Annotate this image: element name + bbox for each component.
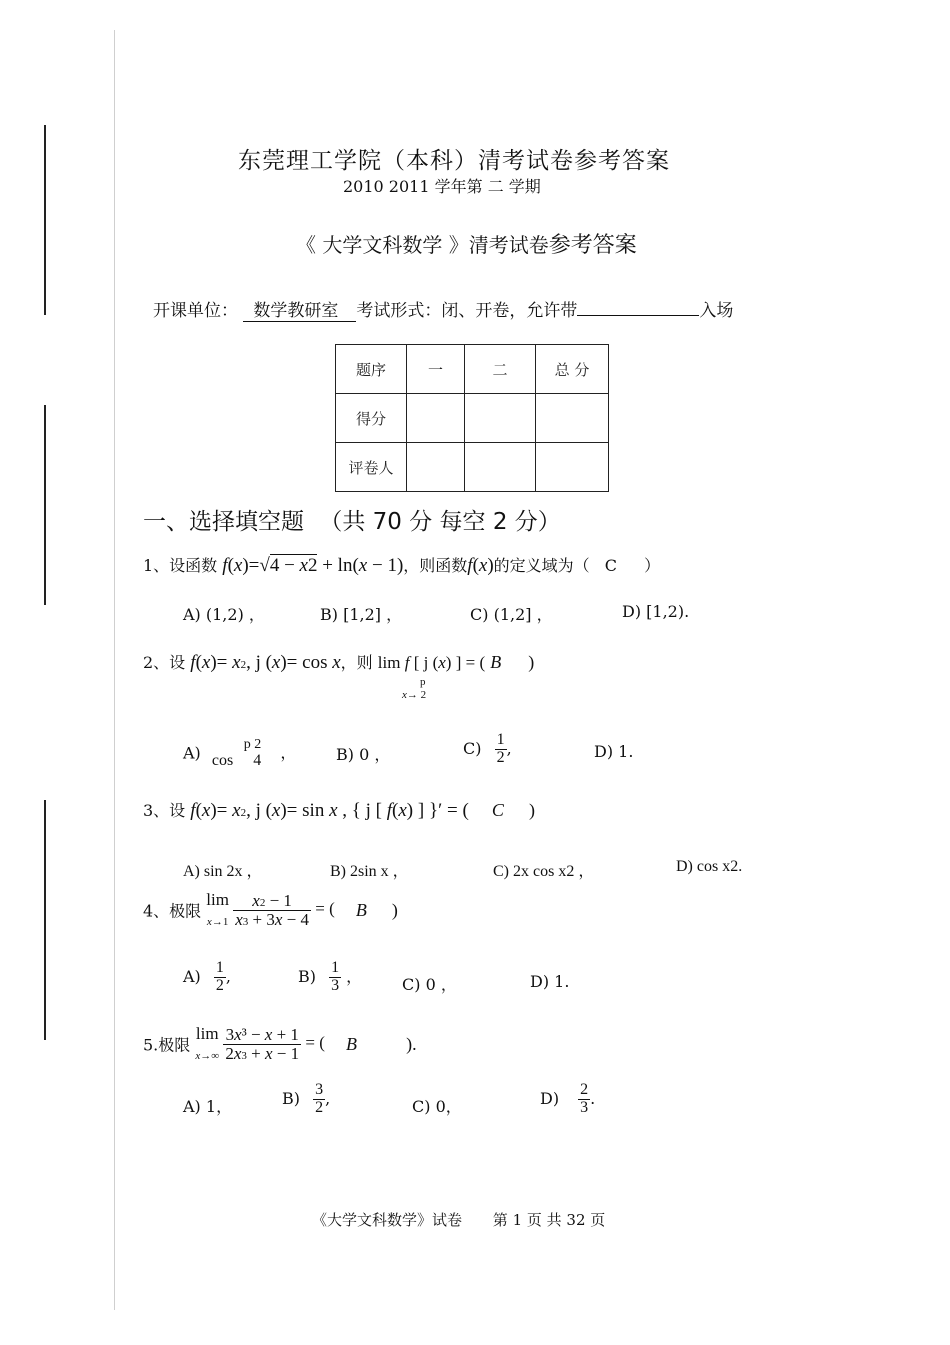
allowed-blank bbox=[577, 297, 699, 316]
row-label-score: 得分 bbox=[336, 394, 407, 443]
q3-option-b: B) 2sin x ， bbox=[330, 863, 409, 880]
q5-option-a: A) 1， bbox=[183, 1097, 233, 1116]
score-cell bbox=[407, 394, 465, 443]
footer-page: 第 1 页 共 32 页 bbox=[492, 1211, 606, 1229]
q2-answer: B bbox=[490, 652, 502, 672]
q2-option-a: A) p 2 cos 4 ， bbox=[183, 737, 297, 769]
q3-formula: f(x)= x2, j (x)= sin x , { j [ f(x) ] }′ = ( bbox=[190, 800, 469, 821]
score-table bbox=[335, 344, 609, 492]
q2-close: ) bbox=[528, 652, 535, 672]
q1-option-a: A) (1,2) ， bbox=[183, 605, 265, 624]
score-cell bbox=[536, 394, 609, 443]
section-points: （共 70 分 每空 2 分） bbox=[319, 509, 561, 535]
q1-fx: f(x) bbox=[467, 555, 494, 576]
binding-line-3 bbox=[44, 800, 46, 1040]
binding-line-1 bbox=[44, 125, 46, 315]
unit-value: 数学教研室 bbox=[243, 296, 356, 322]
grader-cell bbox=[536, 443, 609, 492]
q1-option-c: C) (1,2] ， bbox=[470, 605, 553, 624]
header-cell-total: 总 分 bbox=[536, 345, 609, 394]
q3-prefix: 3、设 bbox=[143, 801, 186, 820]
q4-close: ) bbox=[391, 899, 398, 920]
q3-option-d: D) cos x2. bbox=[676, 858, 743, 875]
q5-option-c: C) 0， bbox=[412, 1097, 462, 1116]
header-cell-2: 二 bbox=[465, 345, 536, 394]
course-title bbox=[296, 228, 637, 259]
q1-option-b: B) [1,2] ， bbox=[320, 605, 403, 624]
section-title: 一、选择填空题 （共 70 分 每空 2 分） bbox=[143, 509, 561, 535]
q1-formula: f(x)=√4 − x2 + ln(x − 1) bbox=[222, 555, 404, 576]
binding-line-2 bbox=[44, 405, 46, 605]
q4-answer: B bbox=[355, 899, 367, 920]
q1-tail: 的定义域为（ bbox=[493, 556, 590, 575]
exam-form: 考试形式：闭、开卷，允许带 bbox=[356, 301, 578, 321]
q2-option-d: D) 1. bbox=[594, 742, 634, 761]
footer bbox=[312, 1209, 605, 1230]
q4-prefix: 4、极限 bbox=[143, 901, 202, 921]
course-title-tail: 参考答案 bbox=[548, 233, 637, 258]
footer-course: 《大学文科数学》试卷 bbox=[312, 1211, 463, 1229]
question-1 bbox=[143, 553, 660, 577]
header-cell-order: 题序 bbox=[336, 345, 407, 394]
q2-then: ，则 bbox=[340, 653, 373, 672]
q5-option-d: D) $\frac{2}{3}$ . bbox=[540, 1081, 596, 1116]
row-label-grader: 评卷人 bbox=[336, 443, 407, 492]
grader-cell bbox=[465, 443, 536, 492]
q4-option-c: C) 0 ， bbox=[402, 975, 457, 994]
q2-option-b: B) 0 ， bbox=[336, 745, 391, 764]
q4-option-a: A) $\frac{1}{2}$ , bbox=[183, 959, 231, 994]
q3-option-c: C) 2x cos x2 ， bbox=[493, 863, 595, 880]
header-cell-1: 一 bbox=[407, 345, 465, 394]
page-edge bbox=[114, 30, 115, 1310]
grader-cell bbox=[407, 443, 465, 492]
unit-label: 开课单位： bbox=[153, 301, 238, 321]
q1-mid: ，则函数 bbox=[403, 556, 468, 575]
q5-close: ). bbox=[406, 1033, 417, 1054]
course-title-main: 《 大学文科数学 》清考试卷 bbox=[296, 233, 549, 257]
question-3 bbox=[143, 798, 535, 822]
q5-answer: B bbox=[345, 1033, 357, 1054]
q4-option-b: B) $\frac{1}{3}$ ， bbox=[298, 959, 363, 994]
q4-option-d: D) 1. bbox=[530, 972, 570, 991]
question-5 bbox=[143, 1024, 417, 1064]
q3-answer: C bbox=[491, 800, 504, 820]
entry-label: 入场 bbox=[699, 301, 734, 321]
q2-limit: lim f [ j (x) ] = ( bbox=[377, 653, 486, 672]
q5-option-b: B) $\frac{3}{2}$ , bbox=[282, 1081, 331, 1116]
q2-limit-sub: p x→ 2 bbox=[402, 676, 427, 702]
q1-option-d: D) [1,2). bbox=[622, 602, 690, 621]
q2-formula: f(x)= x2, j (x)= cos x bbox=[190, 652, 341, 673]
year-line: 2010 2011 学年第 二 学期 bbox=[343, 177, 541, 196]
q5-formula: lim x→∞ $\frac{\text{3x³ − x + 1}}{2x3 + x - 1}$ = ( bbox=[195, 1024, 325, 1063]
q2-option-c: C) $\frac{1}{2}$ , bbox=[463, 731, 512, 766]
q3-option-a: A) sin 2x ， bbox=[183, 863, 263, 880]
q4-formula: lim x→1 $\frac{x2 - 1}{x3 + 3x - 4}$ = ( bbox=[206, 890, 335, 929]
score-cell bbox=[465, 394, 536, 443]
q1-close: ） bbox=[644, 556, 661, 575]
q5-prefix: 5.极限 bbox=[143, 1035, 191, 1055]
question-4 bbox=[143, 890, 398, 930]
question-2 bbox=[143, 650, 534, 674]
q1-prefix: 1、设函数 bbox=[143, 556, 218, 575]
info-line bbox=[153, 296, 733, 322]
q3-close: ) bbox=[528, 800, 535, 820]
q1-answer: C bbox=[604, 556, 618, 575]
q2-prefix: 2、设 bbox=[143, 653, 186, 672]
page-title: 东莞理工学院（本科）清考试卷参考答案 bbox=[238, 148, 670, 174]
